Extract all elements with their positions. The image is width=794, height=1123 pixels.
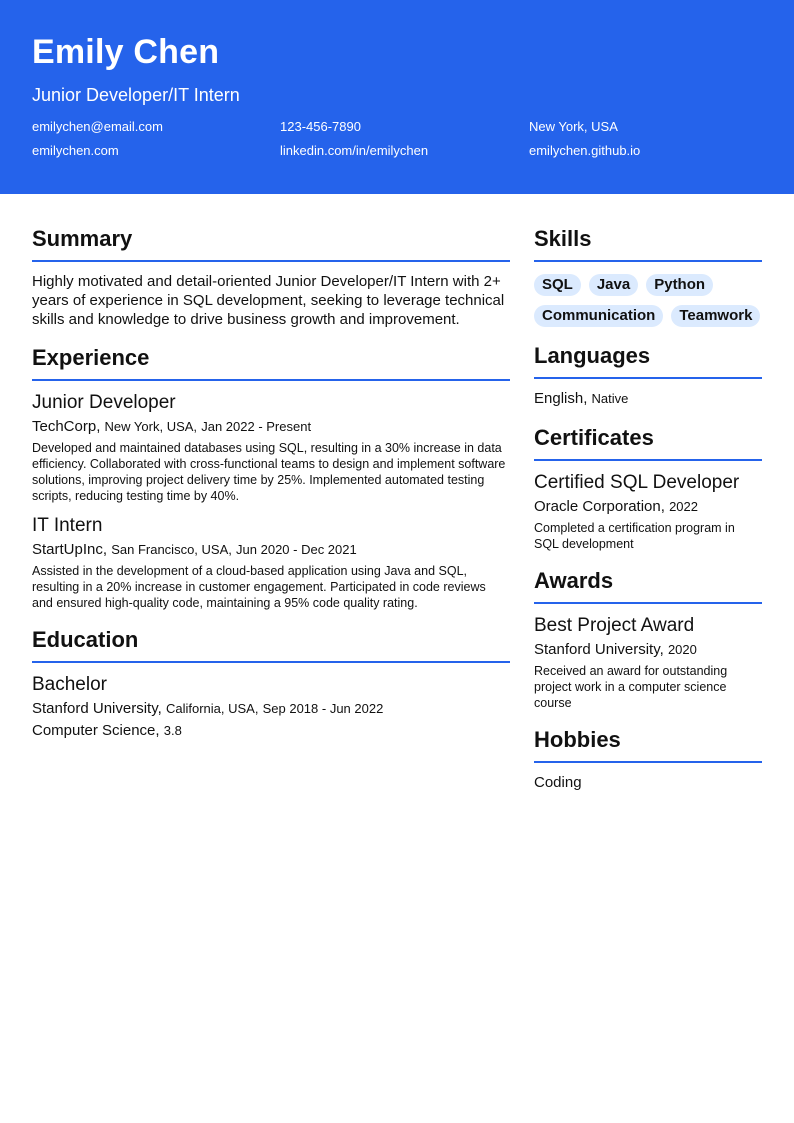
- skill-tag: Python: [646, 274, 713, 296]
- education-meta: [32, 699, 510, 719]
- job-role: Junior Developer: [32, 392, 176, 413]
- skill-tag: Communication: [534, 305, 663, 327]
- contact-phone[interactable]: 123-456-7890: [280, 119, 361, 134]
- certificate-year: 2022: [669, 499, 698, 514]
- job-dates: Jun 2020 - Dec 2021: [236, 542, 357, 557]
- job-dates: Jan 2022 - Present: [201, 419, 312, 434]
- experience-item: [32, 391, 510, 504]
- contact-github[interactable]: emilychen.github.io: [529, 143, 641, 158]
- candidate-title: Junior Developer/IT Intern: [32, 85, 240, 105]
- certificate-title: Certified SQL Developer: [534, 472, 740, 493]
- right-column: [534, 226, 762, 809]
- skill-tag: Java: [589, 274, 638, 296]
- education-location: California, USA,: [165, 701, 259, 716]
- certificate-issuer: Oracle Corporation,: [534, 498, 665, 515]
- education-dates: Sep 2018 - Jun 2022: [262, 701, 384, 716]
- education-section: [32, 627, 510, 741]
- contact-location: New York, USA: [529, 119, 618, 134]
- award-description: Received an award for outstanding project work in a computer science course: [534, 664, 728, 710]
- skill-tag: SQL: [534, 274, 581, 296]
- hobby-item: Coding: [534, 774, 582, 791]
- certificate-description: Completed a certification program in SQL development: [534, 521, 735, 551]
- job-meta: [32, 540, 510, 560]
- job-location: New York, USA,: [104, 419, 198, 434]
- resume-header: [0, 0, 794, 194]
- education-gpa: 3.8: [163, 723, 182, 738]
- language-row: [534, 389, 762, 409]
- language-level: Native: [591, 391, 629, 406]
- languages-section: [534, 343, 762, 409]
- job-description: Developed and maintained databases using SQL, resulting in a 30% increase in data efficiency. Collaborated with cross-functional teams to design and implement software solutions, improving project delivery time by 25%. Implemented automated testing scripts, reducing testing time by 40%.: [32, 441, 506, 503]
- experience-heading: Experience: [32, 345, 510, 381]
- summary-section: [32, 226, 510, 329]
- experience-section: [32, 345, 510, 611]
- contact-linkedin[interactable]: linkedin.com/in/emilychen: [280, 143, 429, 158]
- job-location: San Francisco, USA,: [111, 542, 232, 557]
- summary-text: Highly motivated and detail-oriented Junior Developer/IT Intern with 2+ years of experience in SQL development, seeking to leverage technical skills and knowledge to drive business growth and improvement.: [32, 273, 505, 328]
- certificates-heading: Certificates: [534, 425, 762, 461]
- summary-heading: Summary: [32, 226, 510, 262]
- award-year: 2020: [667, 642, 697, 657]
- education-school: Stanford University,: [32, 700, 162, 717]
- award-issuer: Stanford University,: [534, 641, 664, 658]
- language-name: English,: [534, 390, 588, 407]
- hobbies-heading: Hobbies: [534, 727, 762, 763]
- job-role: IT Intern: [32, 515, 103, 536]
- education-degree: Bachelor: [32, 674, 107, 695]
- job-company: TechCorp,: [32, 418, 101, 435]
- contact-email[interactable]: emilychen@email.com: [32, 119, 163, 134]
- left-column: [32, 226, 510, 809]
- skills-list: [534, 272, 762, 327]
- skills-section: [534, 226, 762, 327]
- awards-section: [534, 568, 762, 711]
- hobbies-section: [534, 727, 762, 793]
- contact-website[interactable]: emilychen.com: [32, 143, 119, 158]
- job-company: StartUpInc,: [32, 541, 108, 558]
- education-heading: Education: [32, 627, 510, 663]
- job-description: Assisted in the development of a cloud-based application using Java and SQL, resulting in a 20% increase in customer engagement. Participated in code reviews and ensured high-quality code, maintaining a 95% code quality rating.: [32, 564, 486, 610]
- education-field: Computer Science,: [32, 722, 160, 739]
- certificates-section: [534, 425, 762, 552]
- contact-info: [32, 120, 762, 158]
- languages-heading: Languages: [534, 343, 762, 379]
- experience-item: [32, 514, 510, 611]
- candidate-name: Emily Chen: [32, 33, 220, 71]
- job-meta: [32, 417, 510, 437]
- award-meta: [534, 640, 762, 660]
- awards-heading: Awards: [534, 568, 762, 604]
- skills-heading: Skills: [534, 226, 762, 262]
- education-field-row: [32, 721, 510, 741]
- skill-tag: Teamwork: [671, 305, 760, 327]
- certificate-meta: [534, 497, 762, 517]
- resume-body: [0, 194, 794, 809]
- award-title: Best Project Award: [534, 615, 695, 636]
